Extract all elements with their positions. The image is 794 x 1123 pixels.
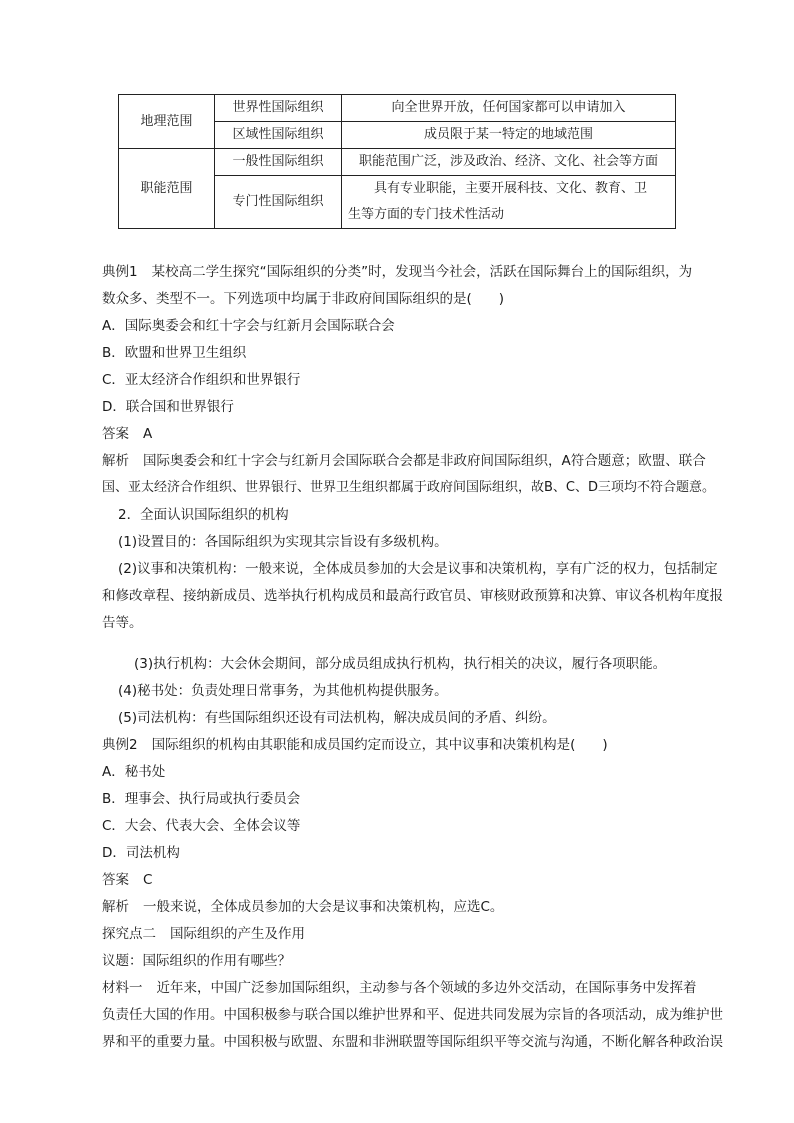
example1-option-c: C．亚太经济合作组织和世界银行 [102, 372, 301, 388]
example1-option-b: B．欧盟和世界卫生组织 [102, 345, 247, 361]
material1-label: 材料一 [102, 980, 143, 996]
explore2-title: 国际组织的产生及作用 [170, 926, 305, 942]
example1-question-line1: 某校高二学生探究“国际组织的分类”时，发现当今社会，活跃在国际舞台上的国际组织，为 [151, 264, 693, 280]
section2-p5: (5)司法机构：有些国际组织还设有司法机构，解决成员间的矛盾、纠纷。 [118, 710, 556, 726]
analysis-text: 一般来说，全体成员参加的大会是议事和决策机构，应选C。 [143, 899, 504, 915]
explore2-label: 探究点二 [102, 926, 156, 942]
table-cell-desc: 成员限于某一特定的地域范围 [342, 122, 676, 149]
example1-option-d: D．联合国和世界银行 [102, 399, 234, 415]
table-row [119, 149, 676, 176]
table-cell-geo-label: 地理范围 [119, 95, 215, 149]
example2-option-a: A．秘书处 [102, 764, 166, 780]
example1-option-a: A．国际奥委会和红十字会与红新月会国际联合会 [102, 318, 395, 334]
example2-answer [102, 870, 698, 890]
answer-value: A [143, 426, 153, 442]
example2-question-text: 国际组织的机构由其职能和成员国约定而设立，其中议事和决策机构是( ) [151, 737, 608, 753]
example2-option-d: D．司法机构 [102, 845, 180, 861]
example1-answer [102, 424, 698, 444]
example1-label: 典例1 [102, 264, 138, 280]
classification-table [118, 94, 676, 229]
table-cell-desc [342, 176, 676, 229]
material1-line2: 负责任大国的作用。中国积极参与联合国以维护世界和平、促进共同发展为宗旨的各项活动，成为维护世 [102, 1007, 723, 1023]
example2-label: 典例2 [102, 737, 138, 753]
example2-option-c: C．大会、代表大会、全体会议等 [102, 818, 301, 834]
section2-heading: 2．全面认识国际组织的机构 [118, 507, 289, 523]
example1-analysis-line2: 国、亚太经济合作组织、世界银行、世界卫生组织都属于政府间国际组织，故B、C、D三项均不符合题意。 [102, 480, 716, 495]
table-row [119, 95, 676, 122]
example2-option-b: B．理事会、执行局或执行委员会 [102, 791, 301, 807]
table-cell-func-label: 职能范围 [119, 149, 215, 229]
section2-p1: (1)设置目的：各国际组织为实现其宗旨设有多级机构。 [118, 534, 448, 550]
material1-line1: 近年来，中国广泛参加国际组织，主动参与各个领域的多边外交活动，在国际事务中发挥着 [156, 980, 697, 996]
table-cell-type: 区域性国际组织 [215, 122, 342, 149]
answer-value: C [143, 872, 153, 888]
table-cell-type: 一般性国际组织 [215, 149, 342, 176]
section2-p4: (4)秘书处：负责处理日常事务，为其他机构提供服务。 [118, 683, 448, 699]
desc-line-2: 生等方面的专门技术性活动 [348, 207, 505, 222]
answer-label: 答案 [102, 872, 129, 888]
example1-analysis [102, 451, 706, 471]
analysis-label: 解析 [102, 899, 129, 915]
table-cell-desc: 向全世界开放，任何国家都可以申请加入 [342, 95, 676, 122]
table-cell-desc: 职能范围广泛，涉及政治、经济、文化、社会等方面 [342, 149, 676, 176]
analysis-line1: 国际奥委会和红十字会与红新月会国际联合会都是非政府间国际组织，A符合题意；欧盟、联合 [143, 453, 706, 469]
material1-line3: 界和平的重要力量。中国积极与欧盟、东盟和非洲联盟等国际组织平等交流与沟通，不断化解各种政治误 [102, 1034, 723, 1050]
analysis-label: 解析 [102, 453, 129, 469]
answer-label: 答案 [102, 426, 129, 442]
explore2-topic: 议题：国际组织的作用有哪些？ [102, 953, 291, 969]
section2-p3: (3)执行机构：大会休会期间，部分成员组成执行机构，执行相关的决议，履行各项职能。 [134, 656, 667, 672]
section2-p2-line3: 告等。 [102, 615, 143, 631]
material1 [102, 978, 698, 998]
example1-question-line2: 数众多、类型不一。下列选项中均属于非政府间国际组织的是( ) [102, 291, 505, 307]
section2-p2-line2: 和修改章程、接纳新成员、选举执行机构成员和最高行政官员、审核财政预算和决算、审议各机构年度报 [102, 588, 723, 604]
explore2-heading [102, 924, 698, 944]
example2-question [102, 735, 698, 755]
table-cell-type: 世界性国际组织 [215, 95, 342, 122]
example2-analysis [102, 897, 698, 917]
section2-p2-line1: (2)议事和决策机构：一般来说，全体成员参加的大会是议事和决策机构，享有广泛的权力，包括制定 [118, 561, 718, 577]
table-cell-type: 专门性国际组织 [215, 176, 342, 229]
desc-line-1: 具有专业职能，主要开展科技、文化、教育、卫 [374, 181, 648, 196]
example1-question [102, 262, 698, 282]
